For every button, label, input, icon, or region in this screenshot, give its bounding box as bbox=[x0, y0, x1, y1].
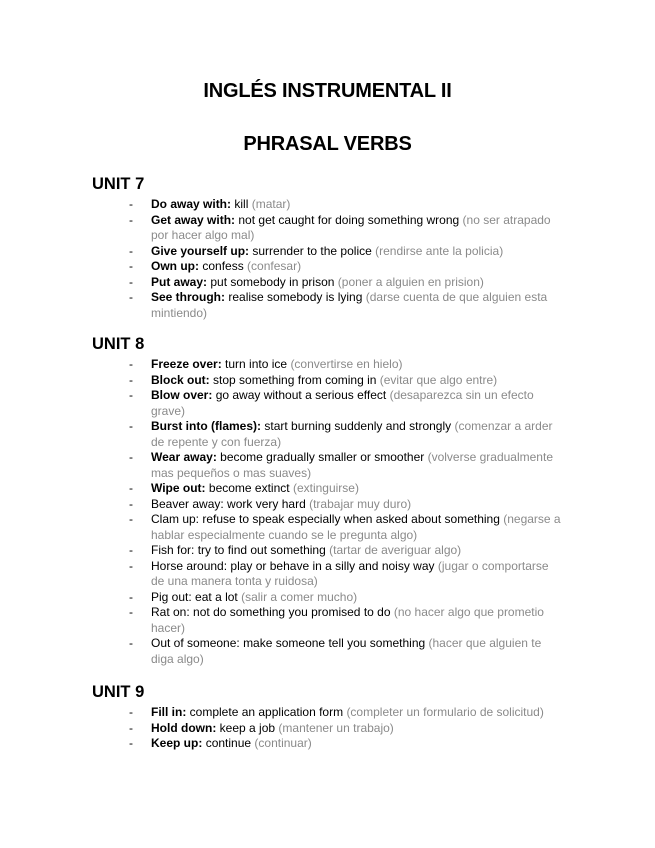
phrasal-verb-term: Get away with: bbox=[151, 212, 236, 227]
list-item bbox=[92, 290, 561, 321]
phrasal-verb-term: Do away with: bbox=[151, 197, 232, 211]
phrasal-verb-definition: not get caught for doing something wrong bbox=[238, 212, 460, 227]
list-item bbox=[92, 497, 561, 513]
phrasal-verb-term: Block out: bbox=[151, 372, 210, 387]
bullet-marker: - bbox=[129, 605, 133, 619]
phrasal-verb-term: Put away: bbox=[151, 274, 208, 289]
list-item bbox=[92, 197, 561, 213]
spanish-translation: (continuar) bbox=[254, 736, 312, 750]
spanish-translation: (evitar que algo entre) bbox=[379, 372, 498, 387]
phrasal-verb-definition: start burning suddenly and strongly bbox=[264, 419, 452, 433]
unit-section bbox=[92, 334, 572, 667]
phrasal-verb-definition: go away without a serious effect bbox=[215, 388, 387, 402]
document-title: INGLÉS INSTRUMENTAL II bbox=[203, 80, 452, 102]
list-item bbox=[92, 244, 561, 260]
phrasal-verb-definition: work very hard bbox=[227, 496, 306, 511]
phrasal-verb-definition: keep a job bbox=[219, 720, 276, 735]
bullet-marker: - bbox=[129, 543, 133, 557]
phrasal-verb-definition: try to find out something bbox=[197, 543, 326, 557]
bullet-marker: - bbox=[129, 197, 133, 211]
phrasal-verb-definition: eat a lot bbox=[195, 589, 238, 604]
phrasal-verb-term: Wear away: bbox=[151, 450, 217, 464]
list-item bbox=[92, 481, 561, 497]
spanish-translation: (salir a comer mucho) bbox=[241, 589, 358, 604]
list-item bbox=[92, 705, 561, 721]
document-subtitle: PHRASAL VERBS bbox=[243, 133, 412, 155]
bullet-marker: - bbox=[129, 259, 133, 273]
bullet-marker: - bbox=[129, 290, 133, 304]
phrasal-verb-term: Clam up: bbox=[151, 512, 200, 526]
bullet-marker: - bbox=[129, 705, 133, 719]
list-item bbox=[92, 736, 561, 752]
spanish-translation: (darse cuenta de que alguien esta mintiendo) bbox=[151, 290, 548, 320]
bullet-marker: - bbox=[129, 419, 133, 433]
phrasal-verb-definition: become gradually smaller or smoother bbox=[220, 450, 425, 464]
phrasal-verb-definition: surrender to the police bbox=[252, 243, 372, 258]
bullet-marker: - bbox=[129, 212, 133, 227]
list-item bbox=[92, 636, 561, 667]
spanish-translation: (hacer que alguien te diga algo) bbox=[151, 636, 542, 666]
bullet-marker: - bbox=[129, 372, 133, 387]
bullet-marker: - bbox=[129, 481, 133, 495]
spanish-translation: (confesar) bbox=[247, 259, 302, 273]
phrasal-verb-term: Horse around: bbox=[151, 558, 228, 573]
list-item bbox=[92, 373, 561, 389]
spanish-translation: (comenzar a arder de repente y con fuerza) bbox=[151, 419, 553, 449]
phrasal-verb-list bbox=[92, 705, 572, 752]
phrasal-verb-definition: refuse to speak especially when asked about something bbox=[202, 512, 500, 526]
spanish-translation: (desaparezca sin un efecto grave) bbox=[151, 388, 534, 418]
phrasal-verb-definition: confess bbox=[202, 259, 244, 273]
list-item bbox=[92, 543, 561, 559]
phrasal-verb-term: Blow over: bbox=[151, 388, 213, 402]
phrasal-verb-definition: complete an application form bbox=[189, 705, 344, 719]
phrasal-verb-definition: put somebody in prison bbox=[210, 274, 335, 289]
phrasal-verb-term: Out of someone: bbox=[151, 636, 240, 650]
phrasal-verb-definition: realise somebody is lying bbox=[228, 290, 363, 304]
bullet-marker: - bbox=[129, 589, 133, 604]
list-item bbox=[92, 388, 561, 419]
phrasal-verb-term: Rat on: bbox=[151, 605, 190, 619]
phrasal-verb-term: Freeze over: bbox=[151, 357, 222, 371]
list-item bbox=[92, 259, 561, 275]
unit-heading: UNIT 8 bbox=[92, 335, 145, 353]
bullet-marker: - bbox=[129, 720, 133, 735]
spanish-translation: (negarse a hablar especialmente cuando se le pregunta algo) bbox=[151, 512, 561, 542]
spanish-translation: (trabajar muy duro) bbox=[309, 496, 412, 511]
phrasal-verb-term: Fill in: bbox=[151, 705, 187, 719]
bullet-marker: - bbox=[129, 243, 133, 258]
phrasal-verb-definition: become extinct bbox=[208, 481, 290, 495]
list-item bbox=[92, 357, 561, 373]
spanish-translation: (matar) bbox=[251, 197, 291, 211]
spanish-translation: (jugar o comportarse de una manera tonta y ruidosa) bbox=[151, 558, 549, 588]
phrasal-verb-definition: turn into ice bbox=[225, 357, 288, 371]
phrasal-verb-term: Keep up: bbox=[151, 736, 203, 750]
phrasal-verb-term: Fish for: bbox=[151, 543, 195, 557]
phrasal-verb-definition: make someone tell you something bbox=[243, 636, 426, 650]
spanish-translation: (completer un formulario de solicitud) bbox=[346, 705, 544, 719]
phrasal-verb-term: Wipe out: bbox=[151, 481, 206, 495]
bullet-marker: - bbox=[129, 357, 133, 371]
unit-section bbox=[92, 174, 572, 321]
spanish-translation: (convertirse en hielo) bbox=[290, 357, 403, 371]
list-item bbox=[92, 213, 561, 244]
phrasal-verb-list bbox=[92, 357, 572, 667]
unit-heading: UNIT 7 bbox=[92, 175, 145, 193]
phrasal-verb-term: Burst into (flames): bbox=[151, 419, 262, 433]
spanish-translation: (no ser atrapado por hacer algo mal) bbox=[151, 212, 551, 242]
phrasal-verb-term: Hold down: bbox=[151, 720, 217, 735]
phrasal-verb-definition: kill bbox=[234, 197, 249, 211]
list-item bbox=[92, 450, 561, 481]
phrasal-verb-definition: not do something you promised to do bbox=[193, 605, 391, 619]
phrasal-verb-list bbox=[92, 197, 572, 321]
spanish-translation: (volverse gradualmente mas pequeños o mas suaves) bbox=[151, 450, 553, 480]
bullet-marker: - bbox=[129, 450, 133, 464]
unit-heading: UNIT 9 bbox=[92, 683, 145, 701]
spanish-translation: (rendirse ante la policia) bbox=[375, 243, 504, 258]
bullet-marker: - bbox=[129, 388, 133, 402]
bullet-marker: - bbox=[129, 512, 133, 526]
list-item bbox=[92, 590, 561, 606]
spanish-translation: (poner a alguien en prision) bbox=[337, 274, 484, 289]
phrasal-verb-term: Beaver away: bbox=[151, 496, 224, 511]
spanish-translation: (tartar de averiguar algo) bbox=[329, 543, 462, 557]
phrasal-verb-definition: continue bbox=[205, 736, 252, 750]
bullet-marker: - bbox=[129, 496, 133, 511]
phrasal-verb-term: See through: bbox=[151, 290, 225, 304]
phrasal-verb-definition: stop something from coming in bbox=[213, 372, 377, 387]
list-item bbox=[92, 605, 561, 636]
phrasal-verb-definition: play or behave in a silly and noisy way bbox=[230, 558, 435, 573]
unit-section bbox=[92, 682, 572, 752]
list-item bbox=[92, 721, 561, 737]
bullet-marker: - bbox=[129, 736, 133, 750]
bullet-marker: - bbox=[129, 636, 133, 650]
phrasal-verb-term: Own up: bbox=[151, 259, 199, 273]
list-item bbox=[92, 559, 561, 590]
spanish-translation: (mantener un trabajo) bbox=[278, 720, 394, 735]
phrasal-verb-term: Give yourself up: bbox=[151, 243, 250, 258]
spanish-translation: (extinguirse) bbox=[292, 481, 359, 495]
spanish-translation: (no hacer algo que prometio hacer) bbox=[151, 605, 544, 635]
bullet-marker: - bbox=[129, 274, 133, 289]
bullet-marker: - bbox=[129, 558, 133, 573]
list-item bbox=[92, 512, 561, 543]
phrasal-verb-term: Pig out: bbox=[151, 589, 192, 604]
list-item bbox=[92, 275, 561, 291]
list-item bbox=[92, 419, 561, 450]
